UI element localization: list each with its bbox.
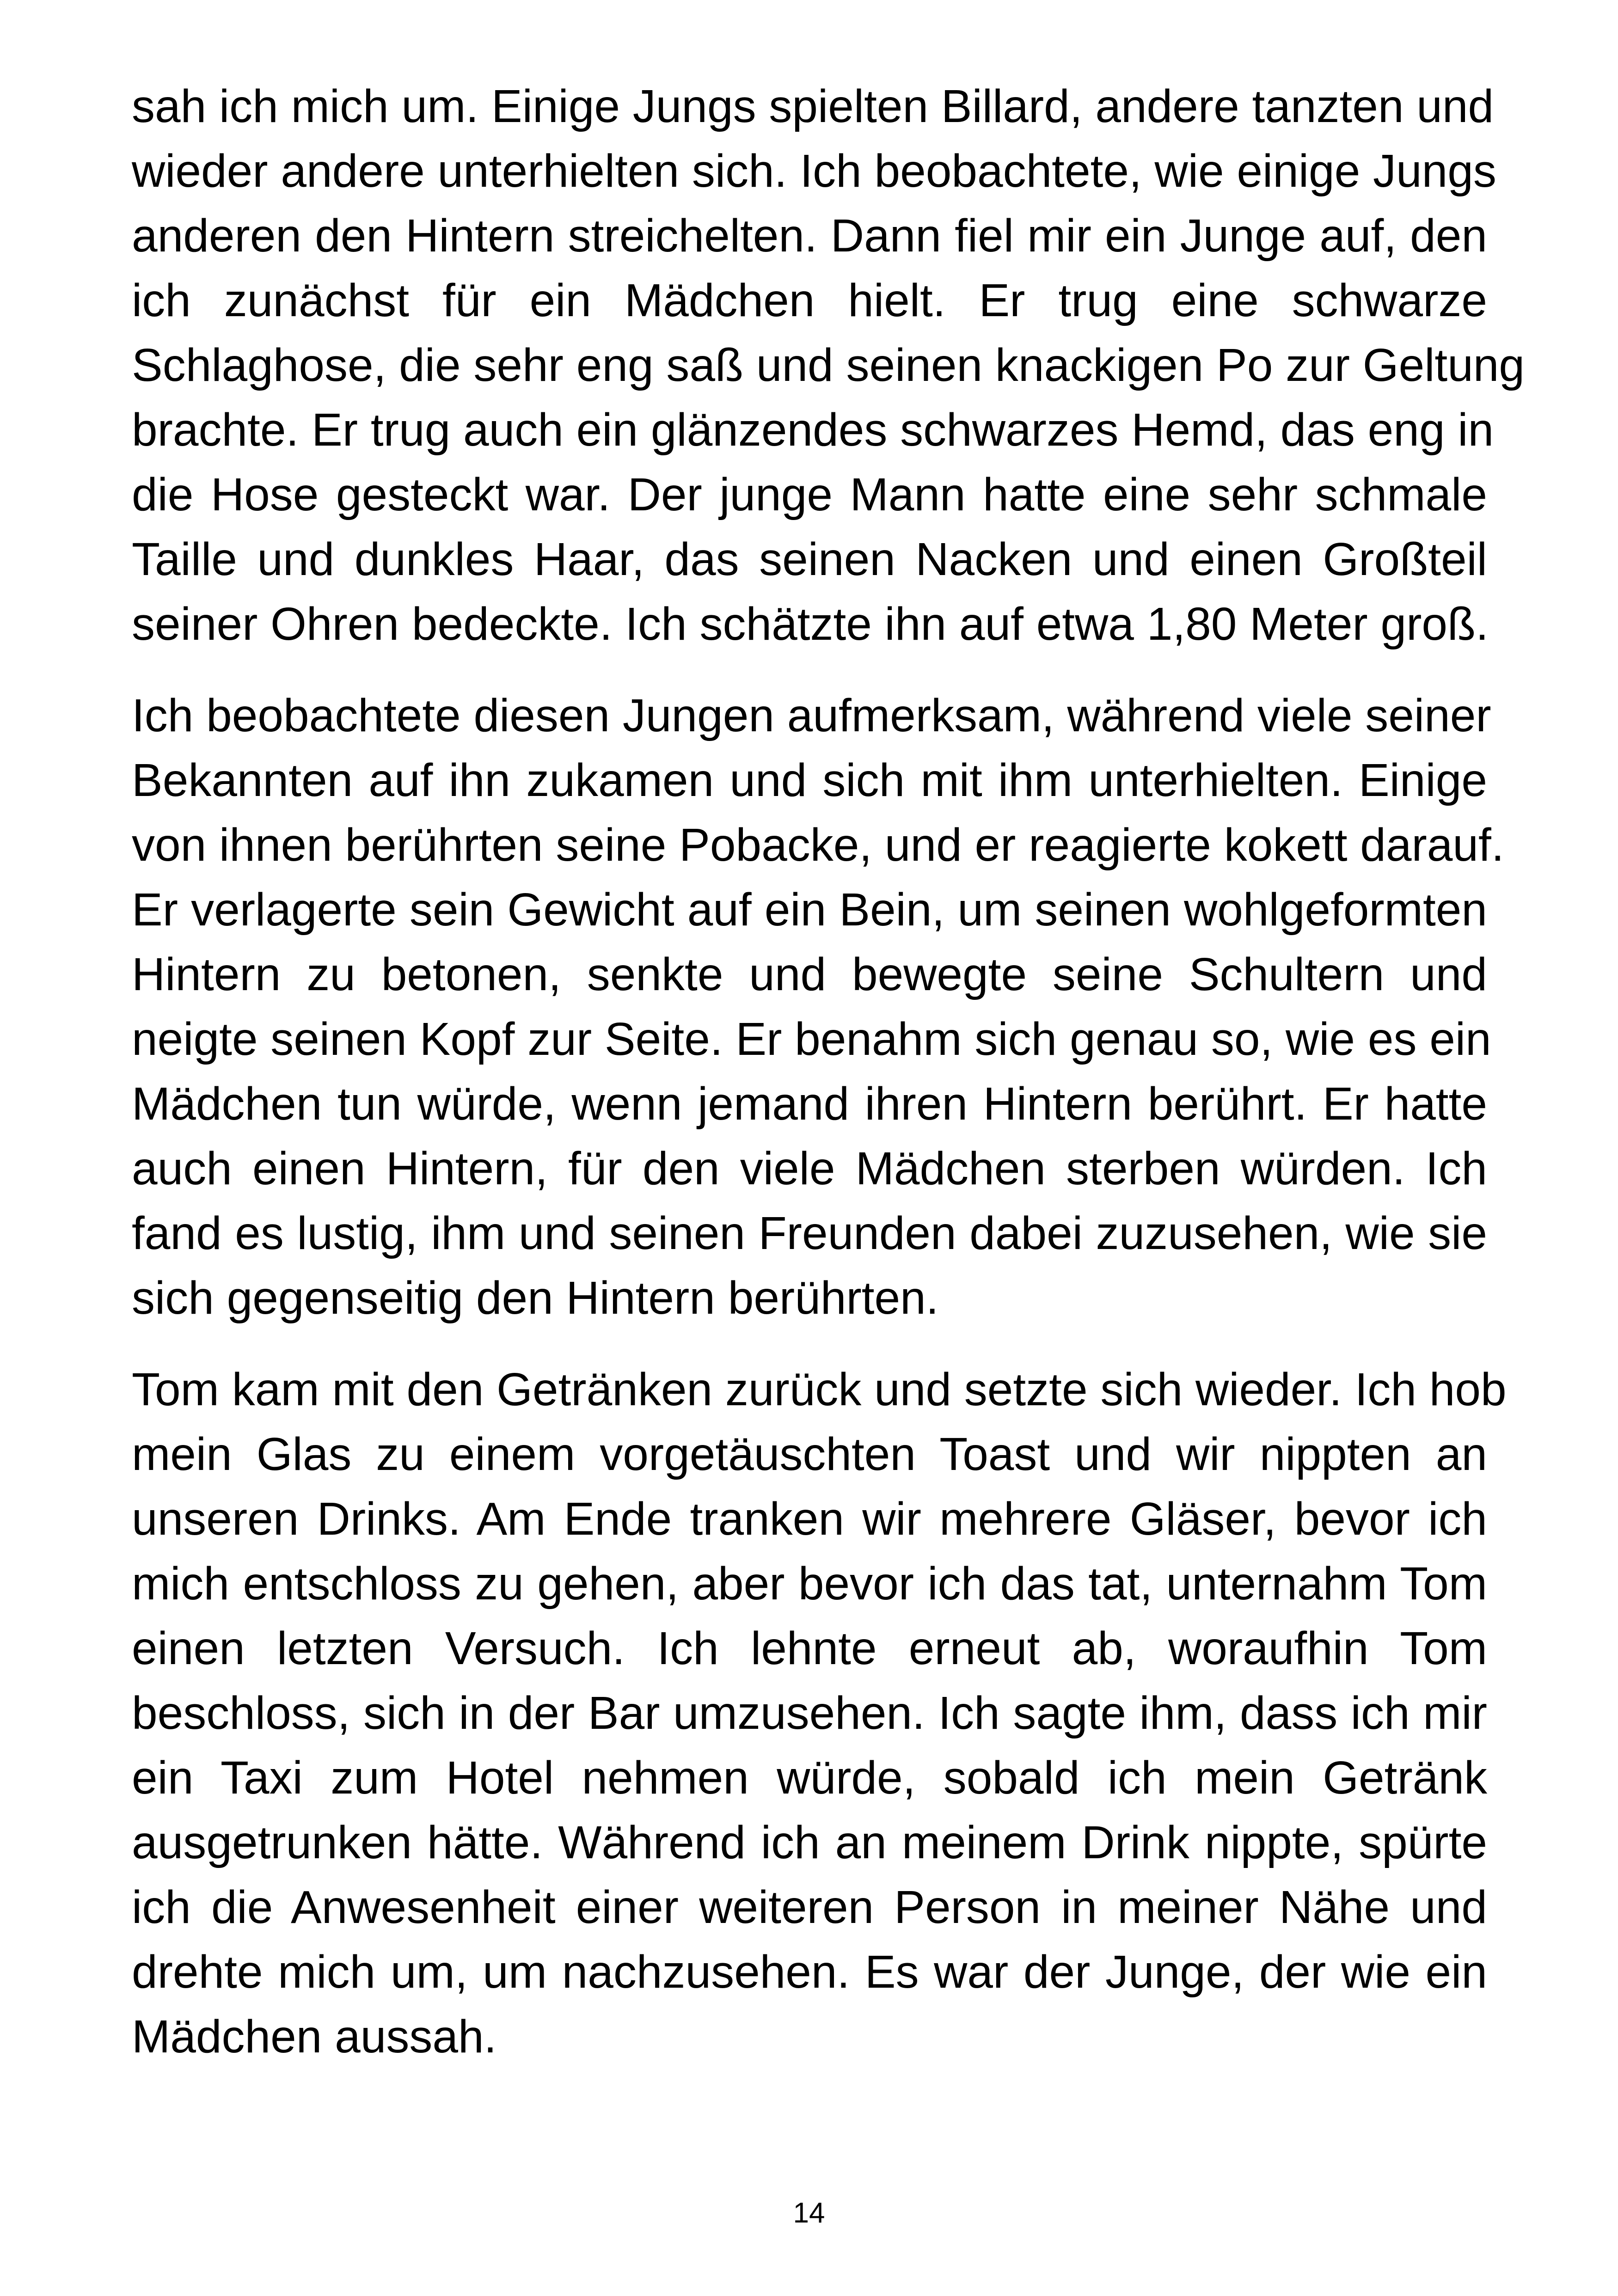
text-line: sah ich mich um. Einige Jungs spielten Billard, andere tanzten und: [132, 80, 1494, 132]
text-line: mich entschloss zu gehen, aber bevor ich das tat, unternahm Tom: [132, 1558, 1487, 1610]
text-line: Taille und dunkles Haar, das seinen Nacken und einen Großteil: [132, 533, 1487, 585]
text-line: Schlaghose, die sehr eng saß und seinen knackigen Po zur Geltung: [132, 339, 1525, 391]
text-line: Ich beobachtete diesen Jungen aufmerksam, während viele seiner: [132, 690, 1491, 741]
text-line: Tom kam mit den Getränken zurück und setzte sich wieder. Ich hob: [132, 1364, 1507, 1415]
text-line: Mädchen aussah.: [132, 2011, 497, 2063]
text-line: neigte seinen Kopf zur Seite. Er benahm sich genau so, wie es ein: [132, 1013, 1491, 1065]
text-line: Mädchen tun würde, wenn jemand ihren Hintern berührt. Er hatte: [132, 1078, 1487, 1130]
text-line: ich die Anwesenheit einer weiteren Person in meiner Nähe und: [132, 1881, 1487, 1933]
text-line: brachte. Er trug auch ein glänzendes schwarzes Hemd, das eng in: [132, 404, 1494, 456]
paragraph-3: [132, 1357, 1507, 2069]
text-line: seiner Ohren bedeckte. Ich schätzte ihn auf etwa 1,80 Meter groß.: [132, 598, 1489, 650]
paragraph-2: [132, 683, 1504, 1330]
text-line: unseren Drinks. Am Ende tranken wir mehrere Gläser, bevor ich: [132, 1493, 1487, 1545]
text-line: die Hose gesteckt war. Der junge Mann hatte eine sehr schmale: [132, 469, 1487, 520]
text-line: mein Glas zu einem vorgetäuschten Toast und wir nippten an: [132, 1428, 1487, 1480]
page-number: 14: [793, 2197, 825, 2229]
text-line: ich zunächst für ein Mädchen hielt. Er trug eine schwarze: [132, 275, 1487, 326]
text-line: Bekannten auf ihn zukamen und sich mit ihm unterhielten. Einige: [132, 754, 1487, 806]
text-line: wieder andere unterhielten sich. Ich beobachtete, wie einige Jungs: [132, 145, 1496, 197]
text-line: ausgetrunken hätte. Während ich an meinem Drink nippte, spürte: [132, 1817, 1487, 1868]
text-line: einen letzten Versuch. Ich lehnte erneut ab, woraufhin Tom: [132, 1623, 1487, 1674]
body-text: [132, 74, 1525, 2069]
text-line: anderen den Hintern streichelten. Dann fiel mir ein Junge auf, den: [132, 210, 1487, 262]
text-line: fand es lustig, ihm und seinen Freunden dabei zuzusehen, wie sie: [132, 1207, 1487, 1259]
text-line: drehte mich um, um nachzusehen. Es war der Junge, der wie ein: [132, 1946, 1487, 1998]
text-line: auch einen Hintern, für den viele Mädchen sterben würden. Ich: [132, 1143, 1487, 1194]
text-line: beschloss, sich in der Bar umzusehen. Ich sagte ihm, dass ich mir: [132, 1687, 1487, 1739]
text-line: Er verlagerte sein Gewicht auf ein Bein, um seinen wohlgeformten: [132, 884, 1487, 936]
text-line: von ihnen berührten seine Pobacke, und er reagierte kokett darauf.: [132, 819, 1504, 871]
paragraph-1: [132, 74, 1525, 656]
text-line: Hintern zu betonen, senkte und bewegte seine Schultern und: [132, 949, 1487, 1000]
text-line: sich gegenseitig den Hintern berührten.: [132, 1272, 939, 1324]
text-line: ein Taxi zum Hotel nehmen würde, sobald ich mein Getränk: [132, 1752, 1487, 1804]
